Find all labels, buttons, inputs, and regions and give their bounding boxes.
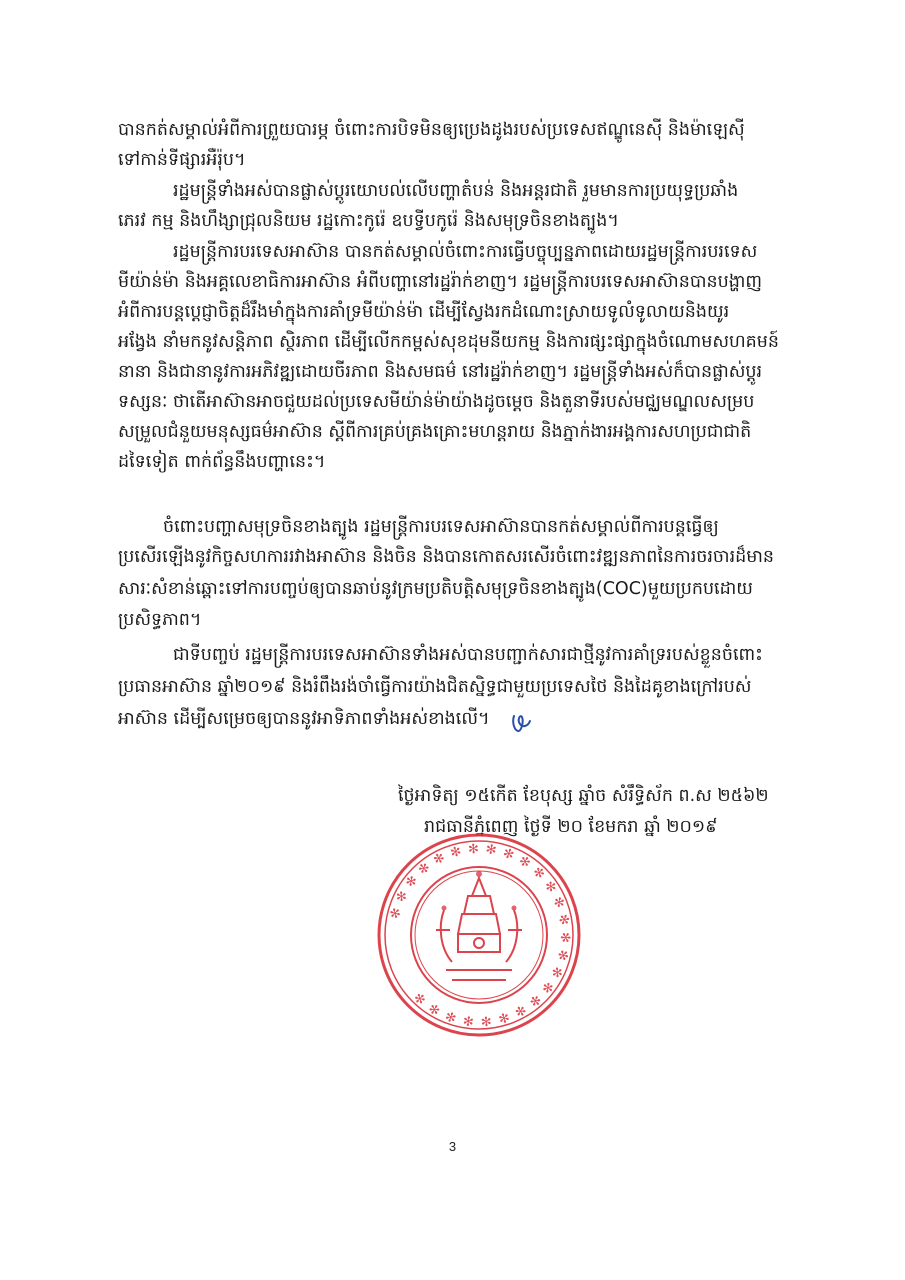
paragraph-5-line-1: ជាទីបញ្ចប់ រដ្ឋមន្ត្រីការបរទេសអាស៊ានទាំងអស់បានបញ្ជាក់សារជាថ្មីនូវការគាំទ្ររបស់ខ្លួនចំពោះ (173, 645, 763, 665)
paragraph-3-line-1: រដ្ឋមន្ត្រីការបរទេសអាស៊ាន បានកត់សម្គាល់ចំពោះការធ្វើបច្ចុប្បន្នភាពដោយរដ្ឋមន្ត្រីការបរទេស (173, 242, 758, 262)
paragraph-3-line-5: នានា និងជានានូវការអភិវឌ្ឍដោយចីរភាព និងសមធម៌ នៅរដ្ឋរ៉ាក់ខាញ។ រដ្ឋមន្ត្រីទាំងអស់ក៏បានផ្លាស់ប្តូរ (118, 362, 763, 382)
initial-mark-icon (508, 712, 532, 734)
paragraph-5-line-3: អាស៊ាន ដើម្បីសម្រេចឲ្យបាននូវអាទិភាពទាំងអស់ខាងលើ។ (118, 709, 490, 729)
paragraph-2-line-2: ភេរវ កម្ម និងហឹង្សាជ្រុលនិយម រដ្ឋកោះកូរ៉េ ឧបទ្វីបកូរ៉េ និងសមុទ្រចិនខាងត្បូង។ (118, 211, 619, 231)
paragraph-2-line-1: រដ្ឋមន្ត្រីទាំងអស់បានផ្លាស់ប្តូរយោបល់លើបញ្ហាតំបន់ និងអន្តរជាតិ រួមមានការប្រយុទ្ធប្រឆាំង (173, 181, 739, 201)
paragraph-3-line-7: សម្រួលជំនួយមនុស្សធម៌អាស៊ាន ស្តីពីការគ្រប់គ្រងគ្រោះមហន្តរាយ និងភ្នាក់ងារអង្គការសហប្រជាជាតិ (118, 422, 752, 442)
page-number: 3 (448, 1139, 457, 1154)
solar-date: រាជធានីភ្នំពេញ ថ្ងៃទី ២០ ខែមករា ឆ្នាំ ២០១៩ (424, 817, 718, 837)
svg-text:✻ ✻ ✻ ✻ ✻ ✻ ✻ ✻ ✻ ✻ ✻ ✻ ✻ ✻ ✻: ✻ ✻ ✻ ✻ ✻ ✻ ✻ ✻ ✻ ✻ ✻ ✻ ✻ ✻ ✻ ✻ ✻ ✻ ✻ ✻ ✻ ✻ ✻ ✻ ✻ ✻ (387, 841, 573, 1029)
paragraph-1-line-1: បានកត់សម្គាល់អំពីការព្រួយបារម្ភ ចំពោះការបិទមិនឲ្យប្រេងដូងរបស់ប្រទេសឥណ្ឌូនេស៊ី និងម៉ាឡេស៊ី (118, 120, 745, 140)
paragraph-4-line-3: សារៈសំខាន់ឆ្ពោះទៅការបញ្ចប់ឲ្យបានឆាប់នូវក្រមប្រតិបត្តិសមុទ្រចិនខាងត្បូង(COC)មួយប្រកបដោយ (118, 579, 753, 599)
lunar-date: ថ្ងៃអាទិត្យ ១៥កើត ខែបុស្ស ឆ្នាំច សំរឹទ្ធិស័ក ព.ស ២៥៦២ (398, 786, 769, 806)
paragraph-4-line-1: ចំពោះបញ្ហាសមុទ្រចិនខាងត្បូង រដ្ឋមន្ត្រីការបរទេសអាស៊ានបានកត់សម្គាល់ពីការបន្តធ្វើឲ្យ (163, 517, 719, 537)
paragraph-3-line-4: អង្វែង នាំមកនូវសន្តិភាព ស្ថិរភាព ដើម្បីលើកកម្ពស់សុខដុមនីយកម្ម និងការផ្សះផ្សាក្នុងចំណោមសហគមន៍ (118, 332, 779, 352)
paragraph-3-line-3: អំពីការបន្តប្តេជ្ញាចិត្តដ៏រឹងមាំក្នុងការគាំទ្រមីយ៉ាន់ម៉ា ដើម្បីស្វែងរកដំណោះស្រាយទូលំទូលាយនិងយូរ (118, 302, 730, 322)
ministry-seal-icon (374, 830, 584, 1040)
paragraph-5-line-2: ប្រធានអាស៊ាន ឆ្នាំ២០១៩ និងរំពឹងរង់ចាំធ្វើការយ៉ាងជិតស្និទ្ធជាមួយប្រទេសថៃ និងដៃគូខាងក្រៅរបស់ (118, 677, 752, 697)
paragraph-4-line-4: ប្រសិទ្ធភាព។ (118, 610, 202, 630)
paragraph-4-line-2: ប្រសើរឡើងនូវកិច្ចសហការរវាងអាស៊ាន និងចិន និងបានកោតសរសើរចំពោះវឌ្ឍនភាពនៃការចរចារដ៏មាន (118, 547, 775, 567)
paragraph-3-line-2: មីយ៉ាន់ម៉ា និងអគ្គលេខាធិការអាស៊ាន អំពីបញ្ហានៅរដ្ឋរ៉ាក់ខាញ។ រដ្ឋមន្ត្រីការបរទេសអាស៊ានបានបង្ហាញ (118, 272, 763, 292)
paragraph-3-line-6: ទស្សនៈ ថាតើអាស៊ានអាចជួយដល់ប្រទេសមីយ៉ាន់ម៉ាយ៉ាងដូចម្តេច និងតួនាទីរបស់មជ្ឈមណ្ឌលសម្រប (118, 392, 755, 412)
paragraph-1-line-2: ទៅកាន់ទីផ្សារអឺរ៉ុប។ (118, 150, 246, 170)
paragraph-3-line-8: ដទៃទៀត ពាក់ព័ន្ធនឹងបញ្ហានេះ។ (118, 452, 326, 472)
